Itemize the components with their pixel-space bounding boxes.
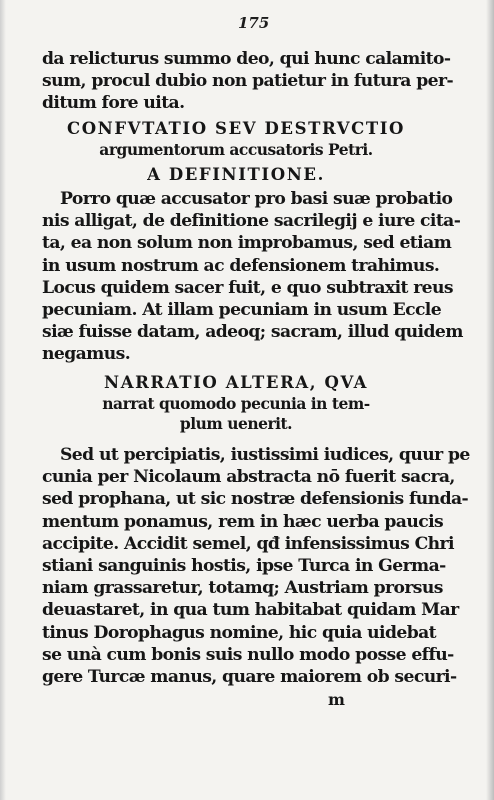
text-line: cunia per Nicolaum abstracta nō fuerit sacra, <box>42 467 455 488</box>
text-line: deuastaret, in qua tum habitabat quidam Mar <box>42 600 459 621</box>
section-heading-confutatio <box>42 118 430 160</box>
paragraph-opening <box>42 48 453 115</box>
text-line: ta, ea non solum non improbamus, sed etiam <box>42 233 452 254</box>
text-line: siæ fuisse datam, adeoq; sacram, illud quidem <box>42 322 463 343</box>
text-line: stiani sanguinis hostis, ipse Turca in Germa- <box>42 556 446 577</box>
text-line: Locus quidem sacer fuit, e quo subtraxit reus <box>42 277 453 298</box>
heading-title: NARRATIO ALTERA, QVA <box>104 373 368 392</box>
catchword: m <box>328 690 345 709</box>
page-number: 175 <box>238 14 270 32</box>
text-line: accipite. Accidit semel, qđ infensissimus Chri <box>42 533 454 554</box>
text-line: in usum nostrum ac defensionem trahimus. <box>42 255 440 276</box>
heading-title: A DEFINITIONE. <box>147 165 325 184</box>
section-heading-definitione <box>42 164 430 186</box>
paragraph-narratio <box>42 444 470 688</box>
text-line: nis alligat, de definitione sacrilegij e iure cita- <box>42 211 461 232</box>
text-line: pecuniam. At illam pecuniam in usum Eccle <box>42 300 442 321</box>
heading-title: CONFVTATIO SEV DESTRVCTIO <box>66 119 406 138</box>
text-line: da relicturus summo deo, qui hunc calamito- <box>42 49 451 69</box>
page-edge-right <box>486 0 494 800</box>
section-heading-narratio <box>42 372 430 434</box>
heading-subtitle: narrat quomodo pecunia in tem- <box>102 394 370 413</box>
heading-subtitle: argumentorum accusatoris Petri. <box>99 140 373 159</box>
text-line: gere Turcæ manus, quare maiorem ob securi- <box>42 667 457 688</box>
text-line: negamus. <box>42 344 131 365</box>
paragraph-definitione <box>42 188 463 366</box>
text-line: mentum ponamus, rem in hæc uerba paucis <box>42 511 444 532</box>
text-line: se unà cum bonis suis nullo modo posse effu- <box>42 644 454 665</box>
text-line: ditum fore uita. <box>42 93 185 114</box>
page-edge-left <box>0 0 6 800</box>
heading-subtitle: plum uenerit. <box>179 414 293 433</box>
text-line: Sed ut percipiatis, iustissimi iudices, quur pe <box>60 445 470 465</box>
text-line: Porro quæ accusator pro basi suæ probatio <box>60 189 453 209</box>
text-line: tinus Dorophagus nomine, hic quia uidebat <box>42 622 437 643</box>
text-line: sed prophana, ut sic nostræ defensionis funda- <box>42 489 469 510</box>
text-line: niam grassaretur, totamq; Austriam prorsus <box>42 578 443 599</box>
text-line: sum, procul dubio non patietur in futura per- <box>42 71 453 92</box>
